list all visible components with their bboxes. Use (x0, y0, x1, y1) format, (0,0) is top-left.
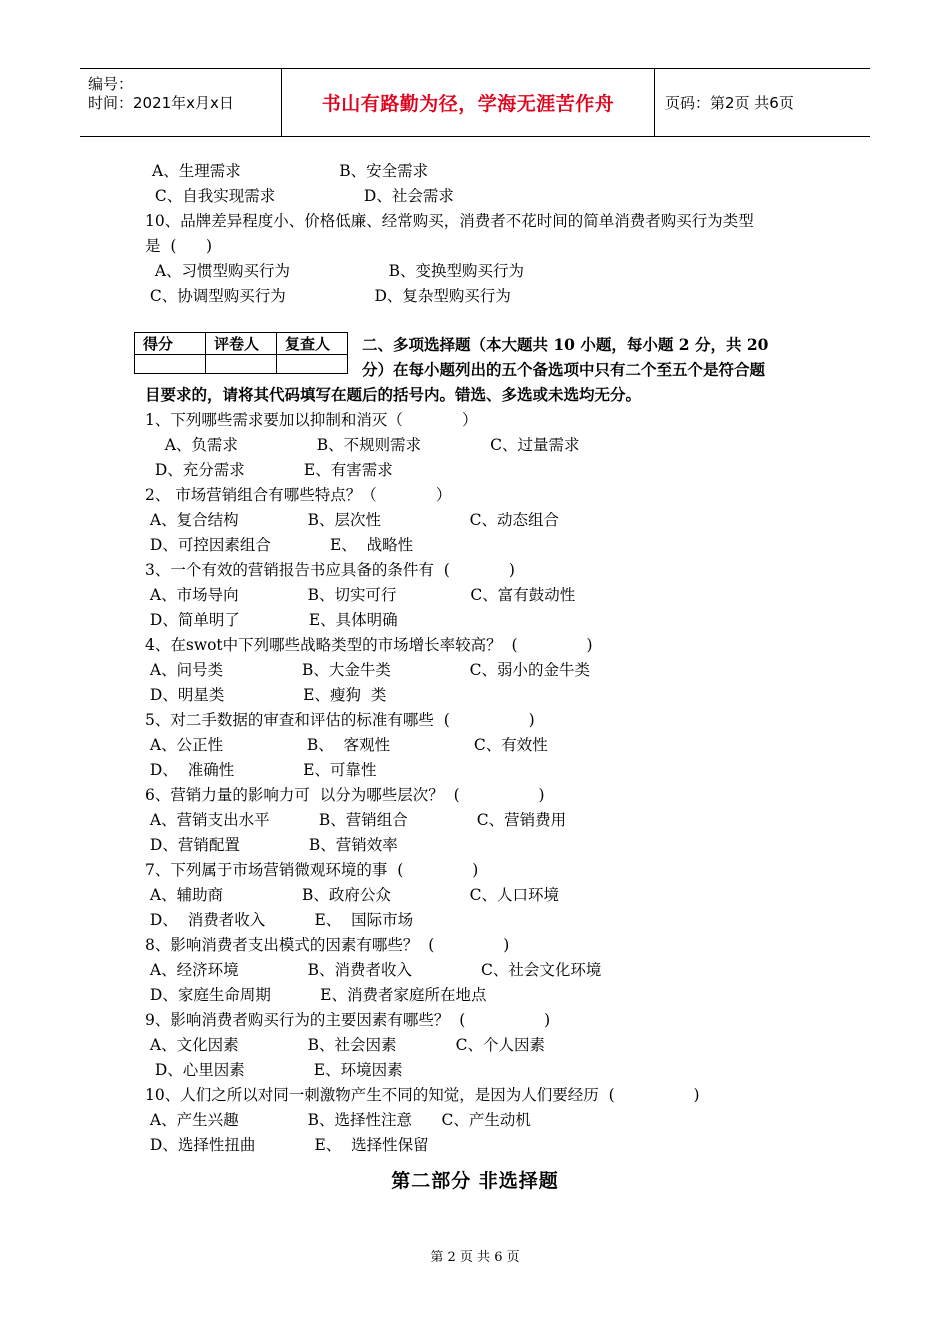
option-line: D、 准确性 E、可靠性 (145, 761, 377, 779)
option-line: A、负需求 B、不规则需求 C、过量需求 (145, 436, 580, 454)
header-meta-cell (80, 69, 282, 136)
option-line: D、 消费者收入 E、 国际市场 (145, 911, 414, 929)
score-cell[interactable] (135, 355, 206, 374)
option-line: D、可控因素组合 E、 战略性 (145, 536, 414, 554)
option-line: A、复合结构 B、层次性 C、动态组合 (145, 511, 560, 529)
option-line: D、家庭生命周期 E、消费者家庭所在地点 (145, 986, 487, 1004)
option-line: D、选择性扭曲 E、 选择性保留 (145, 1136, 429, 1154)
option-line: A、营销支出水平 B、营销组合 C、营销费用 (145, 811, 567, 829)
option-line: D、简单明了 E、具体明确 (145, 611, 398, 629)
motto: 书山有路勤为径，学海无涯苦作舟 (321, 93, 615, 115)
section-instructions: 分）在每小题列出的五个备选项中只有二个至五个是符合题 (362, 360, 766, 379)
grader-cell[interactable] (206, 355, 277, 374)
body-line: C、自我实现需求 D、社会需求 (145, 187, 454, 205)
section-instructions: 目要求的，请将其代码填写在题后的括号内。错选、多选或未选均无分。 (145, 385, 642, 404)
body-line: 是 ( ) (145, 237, 213, 255)
question-line: 7、下列属于市场营销微观环境的事 ( ) (145, 861, 479, 879)
section-heading: 二、多项选择题（本大题共 10 小题，每小题 2 分，共 20 (362, 335, 769, 354)
question-line: 10、人们之所以对同一刺激物产生不同的知觉，是因为人们要经历 ( ) (145, 1086, 700, 1104)
page-footer: 第 2 页 共 6 页 (430, 1250, 520, 1265)
reviewer-header: 复查人 (277, 333, 348, 355)
grader-header: 评卷人 (206, 333, 277, 355)
option-line: A、公正性 B、 客观性 C、有效性 (145, 736, 548, 754)
body-line: A、生理需求 B、安全需求 (152, 162, 429, 180)
option-line: D、明星类 E、瘦狗 类 (145, 686, 387, 704)
question-line: 9、影响消费者购买行为的主要因素有哪些？ ( ) (145, 1011, 551, 1029)
question-line: 4、在swot中下列哪些战略类型的市场增长率较高？ ( ) (145, 636, 593, 654)
question-line: 3、一个有效的营销报告书应具备的条件有 ( ) (145, 561, 515, 579)
option-line: A、产生兴趣 B、选择性注意 C、产生动机 (145, 1111, 531, 1129)
question-line: 1、下列哪些需求要加以抑制和消灭（ ） (145, 411, 478, 429)
page-header (80, 68, 870, 137)
question-line: 8、影响消费者支出模式的因素有哪些？ ( ) (145, 936, 510, 954)
time-label: 时间：2021年x月x日 (88, 94, 234, 112)
page-info: 页码：第2页 共6页 (665, 94, 794, 112)
question-line: 5、对二手数据的审查和评估的标准有哪些 ( ) (145, 711, 535, 729)
reviewer-cell[interactable] (277, 355, 348, 374)
question-line: 2、 市场营销组合有哪些特点？（ ） (145, 486, 452, 504)
option-line: A、辅助商 B、政府公众 C、人口环境 (145, 886, 560, 904)
option-line: D、营销配置 B、营销效率 (145, 836, 398, 854)
score-table (134, 332, 348, 374)
option-line: D、充分需求 E、有害需求 (145, 461, 393, 479)
option-line: A、文化因素 B、社会因素 C、个人因素 (145, 1036, 545, 1054)
part-two-title: 第二部分 非选择题 (391, 1170, 559, 1192)
number-label: 编号： (88, 75, 134, 93)
body-line: A、习惯型购买行为 B、变换型购买行为 (145, 262, 524, 280)
option-line: A、市场导向 B、切实可行 C、富有鼓动性 (145, 586, 576, 604)
header-motto-cell (282, 69, 655, 136)
header-page-cell (655, 69, 870, 136)
option-line: A、经济环境 B、消费者收入 C、社会文化环境 (145, 961, 602, 979)
score-header: 得分 (135, 333, 206, 355)
option-line: D、心里因素 E、环境因素 (145, 1061, 403, 1079)
body-line: C、协调型购买行为 D、复杂型购买行为 (145, 287, 511, 305)
option-line: A、问号类 B、大金牛类 C、弱小的金牛类 (145, 661, 591, 679)
body-line: 10、品牌差异程度小、价格低廉、经常购买，消费者不花时间的简单消费者购买行为类型 (145, 212, 754, 230)
question-line: 6、营销力量的影响力可 以分为哪些层次？ ( ) (145, 786, 545, 804)
